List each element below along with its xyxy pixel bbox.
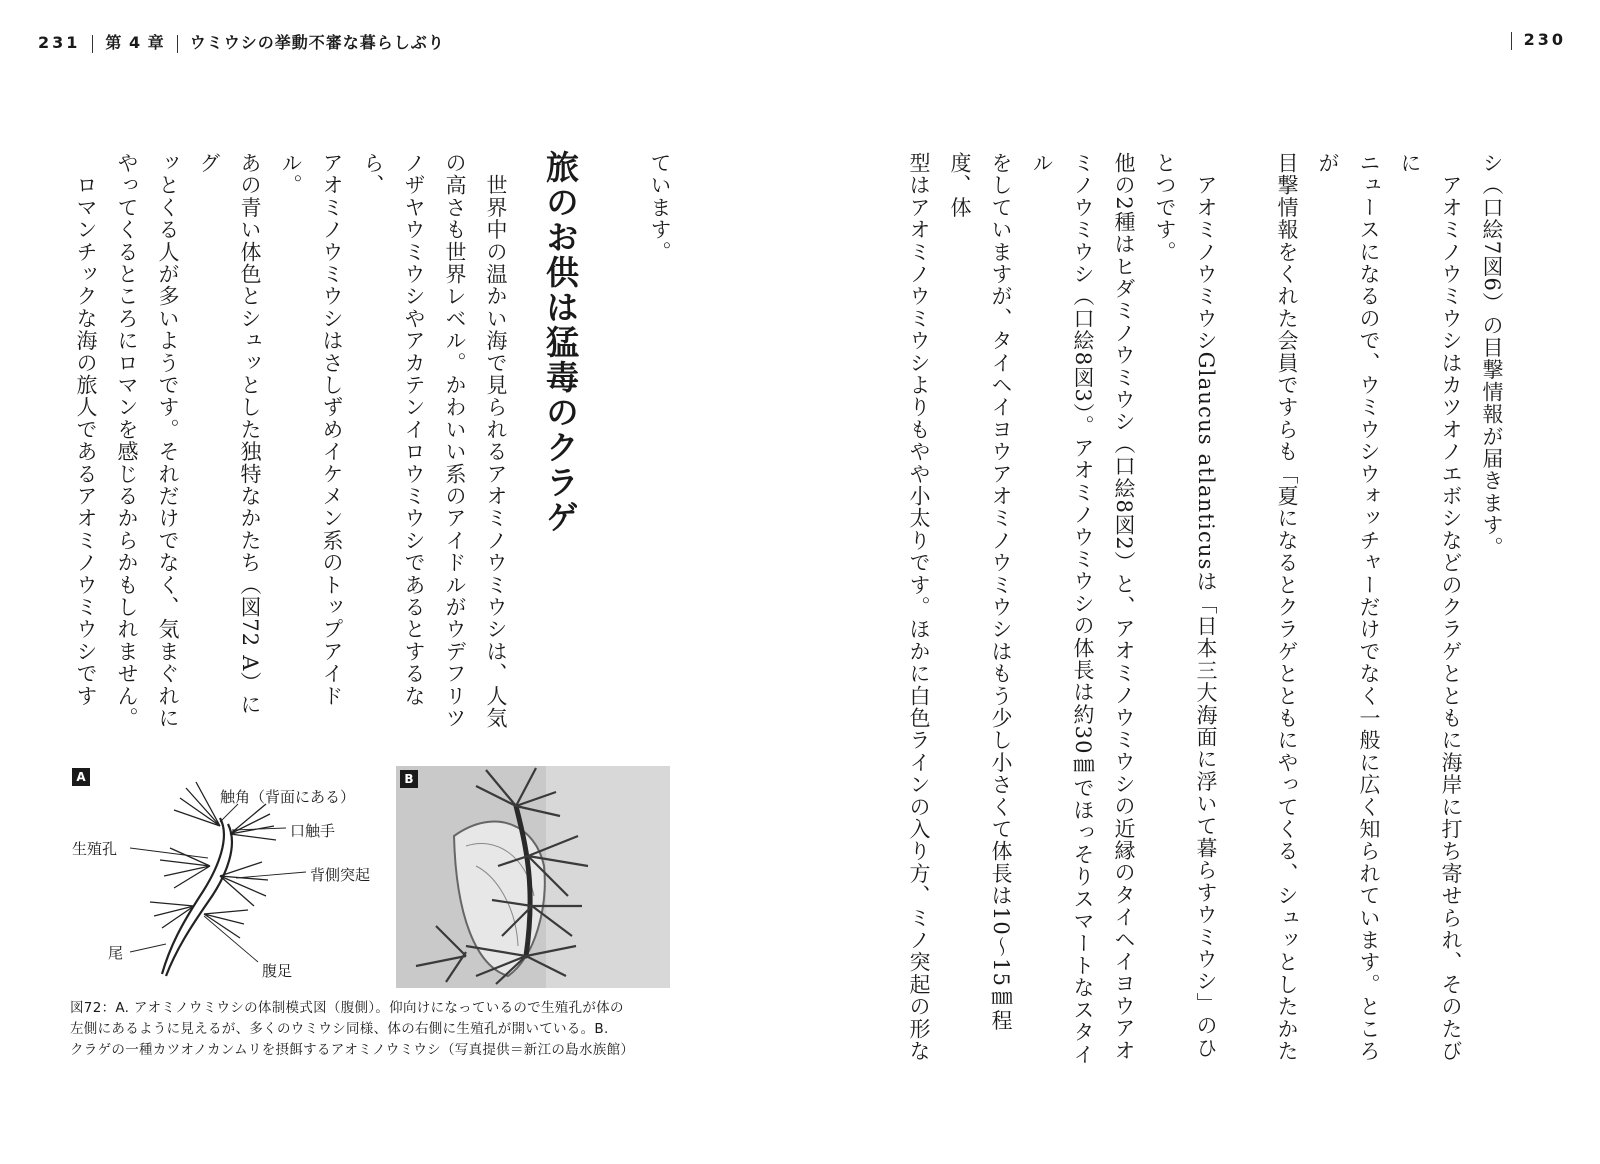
panel-a-tag: A (72, 768, 90, 786)
left-page-body-section: 世界中の温かい海で見られるアオミノウミウシは、人気 の高さも世界レベル。かわいい系のアイドルがウデフリツ ノザヤウミウシやアカテンイロウミウシであるとするなら、 アオミノウミウシはさしずめイケメン系のトップアイドル。 あの青い体色とシュッとした独特なかたち（図72 A）にグ ッとくる人が多いようです。それだけでなく、気まぐれに やってくるところにロマンを感じるからかもしれません。 ロマンチックな海の旅人であるアオミノウミウシです (74, 152, 508, 730)
label-tentacle: 触角（背面にある） (220, 788, 356, 806)
running-head-left (38, 30, 445, 53)
header-divider (92, 35, 93, 53)
sea-slug-photo-illustration (396, 766, 670, 988)
figure-panel-b-photo (396, 766, 670, 988)
figure-panel-a (70, 766, 388, 988)
page-number-right: 230 (1523, 30, 1566, 49)
right-page-body-paragraph-2: アオミノウミウシGlaucus atlanticusは「日本三大海面に浮いて暮らすウミウシ」のひとつです。 他の2種はヒダミノウミウシ（口絵8図2）と、アオミノウミウシの近縁のタイヘイヨウアオ ミノウミウシ（口絵8図3）。アオミノウミウシの体長は約30㎜でほっそりスマートなスタイル をしていますが、タイヘイヨウアオミノウミウシはもう少し小さくて体長は10～15㎜程度、体 型はアオミノウミウシよりもやや小太りです。ほかに白色ラインの入り方、ミノ突起の形な (907, 152, 1218, 1066)
figure-caption (70, 998, 670, 1061)
chapter-number: 第 4 章 (105, 33, 165, 52)
header-divider (1511, 32, 1512, 50)
label-mouth-tentacle: 口触手 (290, 822, 336, 840)
label-dorsal-process: 背側突起 (310, 866, 371, 884)
label-genital-pore: 生殖孔 (72, 840, 118, 858)
figure-72 (70, 766, 670, 988)
panel-b-tag: B (400, 770, 418, 788)
section-heading: 旅のお供は猛毒のクラゲ (541, 150, 580, 535)
label-tail: 尾 (108, 944, 124, 962)
left-page-body-continuation: ています。 (648, 152, 672, 263)
chapter-title: ウミウシの挙動不審な暮らしぶり (189, 33, 445, 52)
caption-line: クラゲの一種カツオノカンムリを摂餌するアオミノウミウシ（写真提供＝新江の島水族館） (70, 1042, 635, 1058)
label-foot: 腹足 (262, 962, 293, 980)
page-number-left: 231 (38, 33, 81, 52)
running-head-right (1511, 30, 1566, 50)
header-divider (177, 35, 178, 53)
right-page-body-paragraph-1: シ（口絵7図6）の目撃情報が届きます。 アオミノウミウシはカツオノエボシなどのクラゲとともに海岸に打ち寄せられ、そのたびに ニュースになるので、ウミウシウォッチャーだけでなく一般に広く知られています。ところが 目撃情報をくれた会員ですらも「夏になるとクラゲとともにやってくる、シュッとしたかた (1275, 152, 1504, 1063)
caption-line: 図72：A. アオミノウミウシの体制模式図（腹側）。仰向けになっているので生殖孔が体の (70, 1000, 624, 1016)
caption-line: 左側にあるように見えるが、多くのウミウシ同様、体の右側に生殖孔が開いている。B. (70, 1021, 609, 1037)
